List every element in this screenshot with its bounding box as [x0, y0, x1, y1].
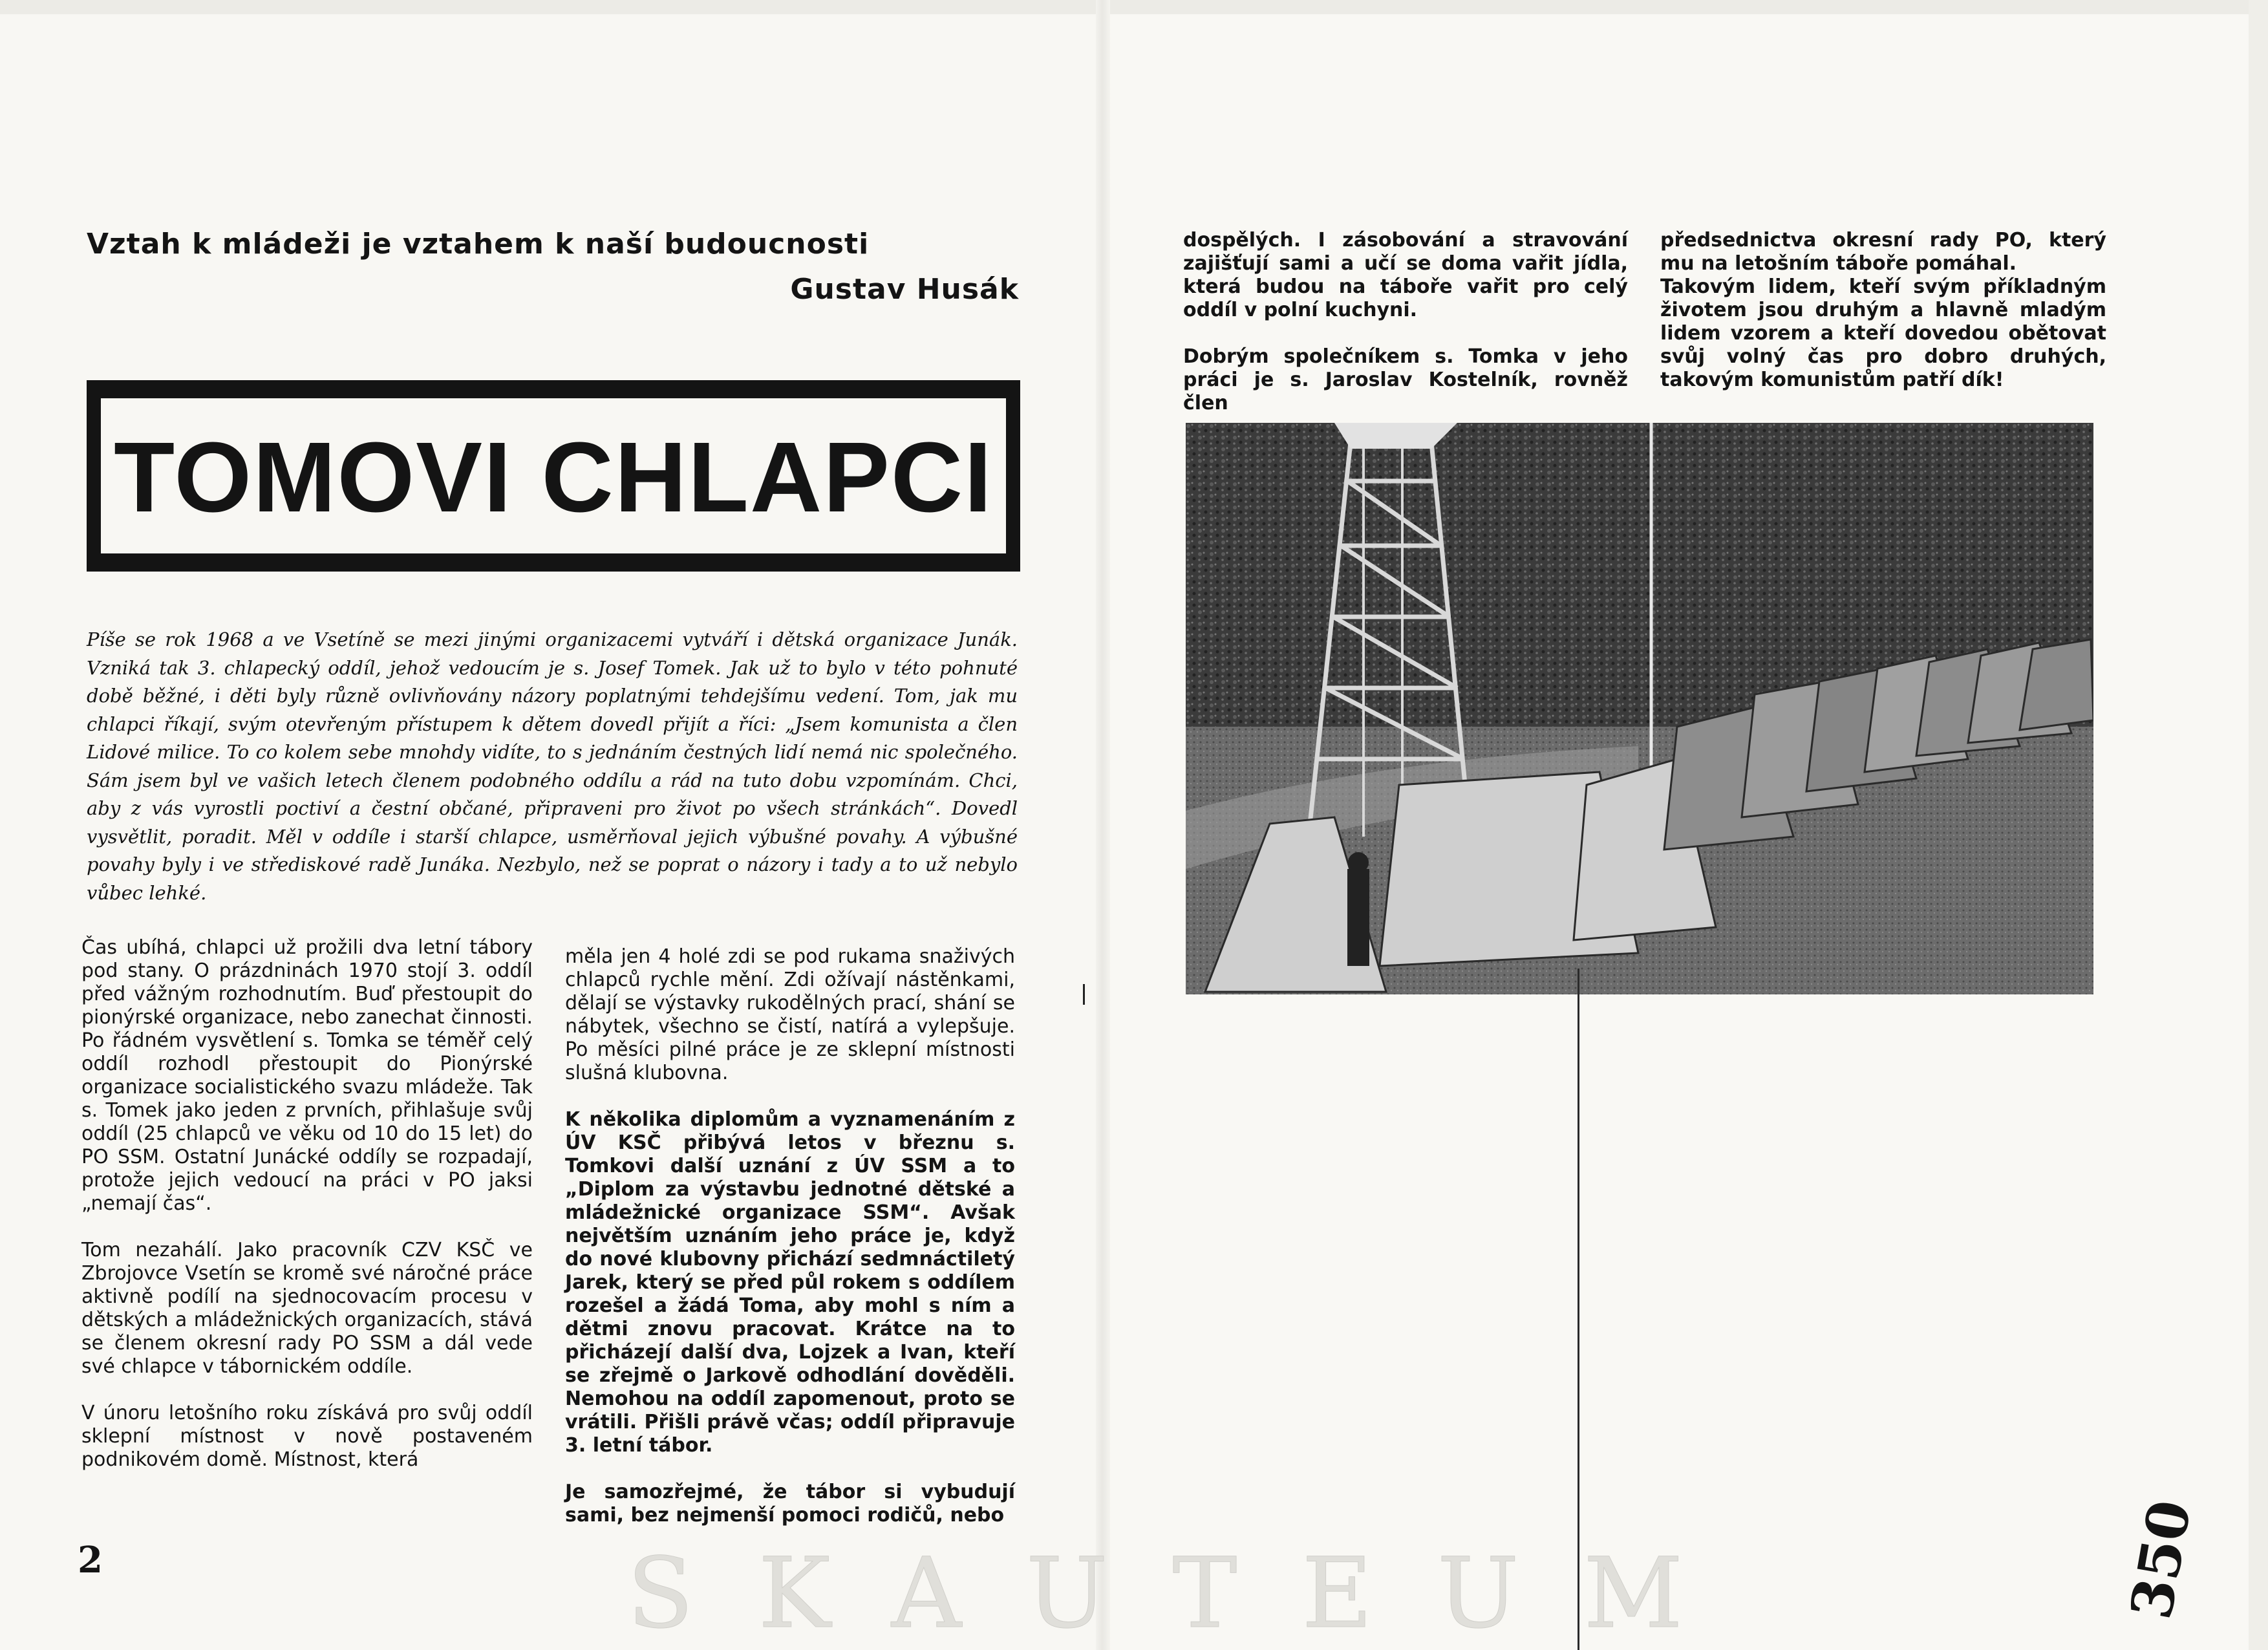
paragraph: dospělých. I zásobování a stravování zajišťují sami a učí se doma vařit jídla, která budou na táboře vařit pro celý oddíl v polní kuchyni.: [1183, 229, 1628, 321]
paragraph: Čas ubíhá, chlapci už prožili dva letní tábory pod stany. O prázdninách 1970 stojí 3. oddíl před vážným rozhodnutím. Buď přestoupit do pionýrské organizace, nebo zanechat činnosti. Po řádném vysvětlení s. Tomka se téměř celý oddíl rozhodl přestoupit do Pionýrské organizace socialistického svazu mládeže. Tak s. Tomek jako jeden z prvních, přihlašuje svůj oddíl (25 chlapců ve věku od 10 do 15 let) do PO SSM. Ostatní Junácké oddíly se rozpadají, protože jejich vedoucí na práci v PO jaksi „nemají čas“.: [81, 936, 533, 1215]
page-gutter: [1096, 0, 1110, 1650]
headline-rule-left: [87, 398, 101, 553]
lead-paragraph: Píše se rok 1968 a ve Vsetíně se mezi jinými organizacemi vytváří i dětská organizace Junák. Vzniká tak 3. chlapecký oddíl, jehož vedoucím je s. Josef Tomek. Jak už to bylo v této pohnuté době běžné, i děti byly různě ovlivňovány názory poplatnými tehdejšímu vedení. Tom, jak mu chlapci říkají, svým otevřeným přístupem k dětem dovedl přijít a říci: „Jsem komunista a člen Lidové milice. To co kolem sebe mnohdy vidíte, to s jednáním čestných lidí nemá nic společného. Sám jsem byl ve vašich letech členem podobného oddílu a rád na tuto dobu vzpomínám. Chci, aby z vás vyrostli poctiví a čestní občané, připraveni pro život po všech stránkách“. Dovedl vysvětlit, poradit. Měl v oddíle i starší chlapce, usměrňoval jejich výbušné povahy. A výbušné povahy byly i ve střediskové radě Junáka. Nezbylo, než se poprat o názory i tady a to už nebylo vůbec lehké.: [87, 628, 1018, 904]
body-column-2: [565, 945, 1015, 1527]
page-number: 2: [78, 1539, 103, 1581]
paragraph: Je samozřejmé, že tábor si vybudují sami, bez nejmenší pomoci rodičů, nebo: [565, 1481, 1015, 1527]
paragraph: předsednictva okresní rady PO, který mu na letošním táboře pomáhal.: [1660, 229, 2106, 275]
motto-quote: Vztah k mládeži je vztahem k naší budoucnosti: [87, 228, 870, 261]
article-headline: TOMOVI CHLAPCI: [114, 422, 993, 533]
paragraph: Tom nezahálí. Jako pracovník CZV KSČ ve Zbrojovce Vsetín se kromě své náročné práce aktivně podílí na sjednocovacím procesu v dětských a mládežnických organizacích, stává se členem okresní rady PO SSM a dál vede své chlapce v tábornickém oddíle.: [81, 1239, 533, 1378]
paragraph: měla jen 4 holé zdi se pod rukama snaživých chlapců rychle mění. Zdi ožívají nástěnkami, dělají se výstavky rukodělných prací, shání se nábytek, všechno se čistí, natírá a vylepšuje. Po měsíci pilné práce je ze sklepní místnosti slušná klubovna.: [565, 945, 1015, 1084]
person-head: [1348, 852, 1369, 873]
scan-mark: [1083, 984, 1085, 1005]
paragraph: Takovým lidem, kteří svým příkladným životem jsou druhým a hlavně mladým lidem vzorem a kteří dovedou obětovat svůj volný čas pro dobro druhých, takovým komunistům patří dík!: [1660, 275, 2106, 391]
paragraph: K několika diplomům a vyznamenáním z ÚV KSČ přibývá letos v březnu s. Tomkovi další uznání z ÚV SSM a to „Diplom za výstavbu jednotné dětské a mládežnické organizace SSM“. Avšak největším uznáním jeho práce je, když do nové klubovny přichází sedmnáctiletý Jarek, který se před půl rokem s oddílem rozešel a žádá Toma, aby mohl s ním a dětmi znovu pracovat. Krátce na to přicházejí další dva, Lojzek a Ivan, kteří se zřejmě o Jarkově odhodlání dověděli. Nemohou na oddíl zapomenout, proto se vrátili. Přišli právě včas; oddíl připravuje 3. letní tábor.: [565, 1108, 1015, 1457]
body-column-3: [1183, 229, 1628, 415]
headline-rule-bottom: [87, 553, 1020, 572]
paragraph: V únoru letošního roku získává pro svůj oddíl sklepní místnost v nově postaveném podnikovém domě. Místnost, která: [81, 1402, 533, 1471]
body-column-4: [1660, 229, 2106, 392]
body-column-1: [81, 936, 533, 1472]
headline-rule-right: [1006, 398, 1020, 553]
archive-number: 350: [2117, 1495, 2205, 1624]
skauteum-watermark: SKAUTEUM: [627, 1538, 1748, 1650]
headline-frame: [87, 380, 1020, 572]
motto-author: Gustav Husák: [790, 273, 1019, 306]
camp-photo: [1186, 423, 2093, 994]
paragraph: Dobrým společníkem s. Tomka v jeho práci je s. Jaroslav Kostelník, rovněž člen: [1183, 345, 1628, 414]
person-figure: [1347, 869, 1369, 966]
headline-rule-top: [87, 380, 1020, 398]
scan-top-border: [0, 0, 2268, 14]
